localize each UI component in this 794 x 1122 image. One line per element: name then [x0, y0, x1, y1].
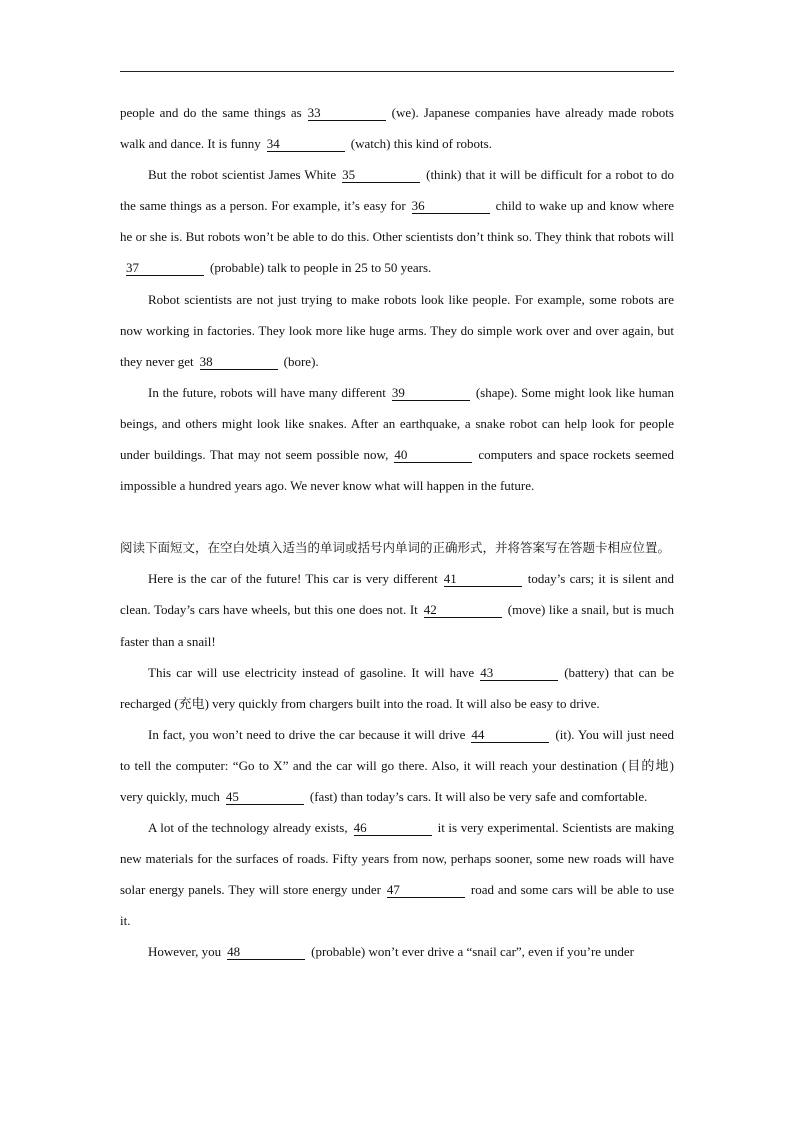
blank-48[interactable]: 48 [227, 945, 305, 960]
blank-35[interactable]: 35 [342, 168, 420, 183]
blank-46[interactable]: 46 [354, 821, 432, 836]
blank-38[interactable]: 38 [200, 355, 278, 370]
blank-47[interactable]: 47 [387, 883, 465, 898]
blank-39[interactable]: 39 [392, 386, 470, 401]
section-gap [120, 501, 674, 532]
blank-34[interactable]: 34 [267, 137, 345, 152]
paragraph-car-2: This car will use electricity instead of gasoline. It will have 43 (battery) that can be recharged (充电) very quickly from chargers built into the road. It will also be easy to drive. [120, 664, 674, 711]
document-body [120, 97, 674, 968]
paragraph-car-3: In fact, you won’t need to drive the car because it will drive 44 (it). You will just need to tell the computer: “Go to X” and the car will go there. Also, it will reach your destination (目的地) very quickly, much 45 (fast) than today’s cars. It will also be very safe and comfortable. [120, 726, 674, 804]
header-rule [120, 71, 674, 72]
blank-36[interactable]: 36 [412, 199, 490, 214]
blank-43[interactable]: 43 [480, 666, 558, 681]
blank-44[interactable]: 44 [471, 728, 549, 743]
blank-41[interactable]: 41 [444, 572, 522, 587]
paragraph-robots-3: Robot scientists are not just trying to make robots look like people. For example, some robots are now working in factories. They look more like huge arms. They do simple work over and over again, but they never get 38 (bore). [120, 291, 674, 369]
paragraph-robots-2: But the robot scientist James White 35 (think) that it will be difficult for a robot to do the same things as a person. For example, it’s easy for 36 child to wake up and know where he or she is. But robots won’t be able to do this. Other scientists don’t think so. They think that robots will37 (probable) talk to people in 25 to 50 years. [120, 167, 675, 276]
paragraph-car-4: A lot of the technology already exists, 46 it is very experimental. Scientists are making new materials for the surfaces of roads. Fifty years from now, perhaps sooner, some new roads will have solar energy panels. They will store energy under 47 road and some cars will be able to use it. [120, 820, 674, 929]
paragraph-robots-4: In the future, robots will have many different 39 (shape). Some might look like human beings, and others might look like snakes. After an earthquake, a snake robot can help look for people under buildings. That may not seem possible now, 40 computers and space rockets seemed impossible a hundred years ago. We never know what will happen in the future. [120, 384, 674, 494]
blank-42[interactable]: 42 [424, 603, 502, 618]
blank-40[interactable]: 40 [394, 448, 472, 463]
paragraph-robots-1: people and do the same things as 33 (we). Japanese companies have already made robots walk and dance. It is funny 34 (watch) this kind of robots. [120, 105, 674, 152]
paragraph-car-5: However, you 48 (probable) won’t ever drive a “snail car”, even if you’re under [148, 944, 634, 960]
blank-37[interactable]: 37 [126, 261, 204, 276]
blank-45[interactable]: 45 [226, 790, 304, 805]
blank-33[interactable]: 33 [308, 106, 386, 121]
section-instruction: 阅读下面短文，在空白处填入适当的单词或括号内单词的正确形式，并将答案写在答题卡相应位置。 [120, 540, 671, 556]
paragraph-car-1: Here is the car of the future! This car is very different 41 today’s cars; it is silent and clean. Today’s cars have wheels, but this one does not. It 42 (move) like a snail, but is much faster than a snail! [120, 571, 675, 649]
